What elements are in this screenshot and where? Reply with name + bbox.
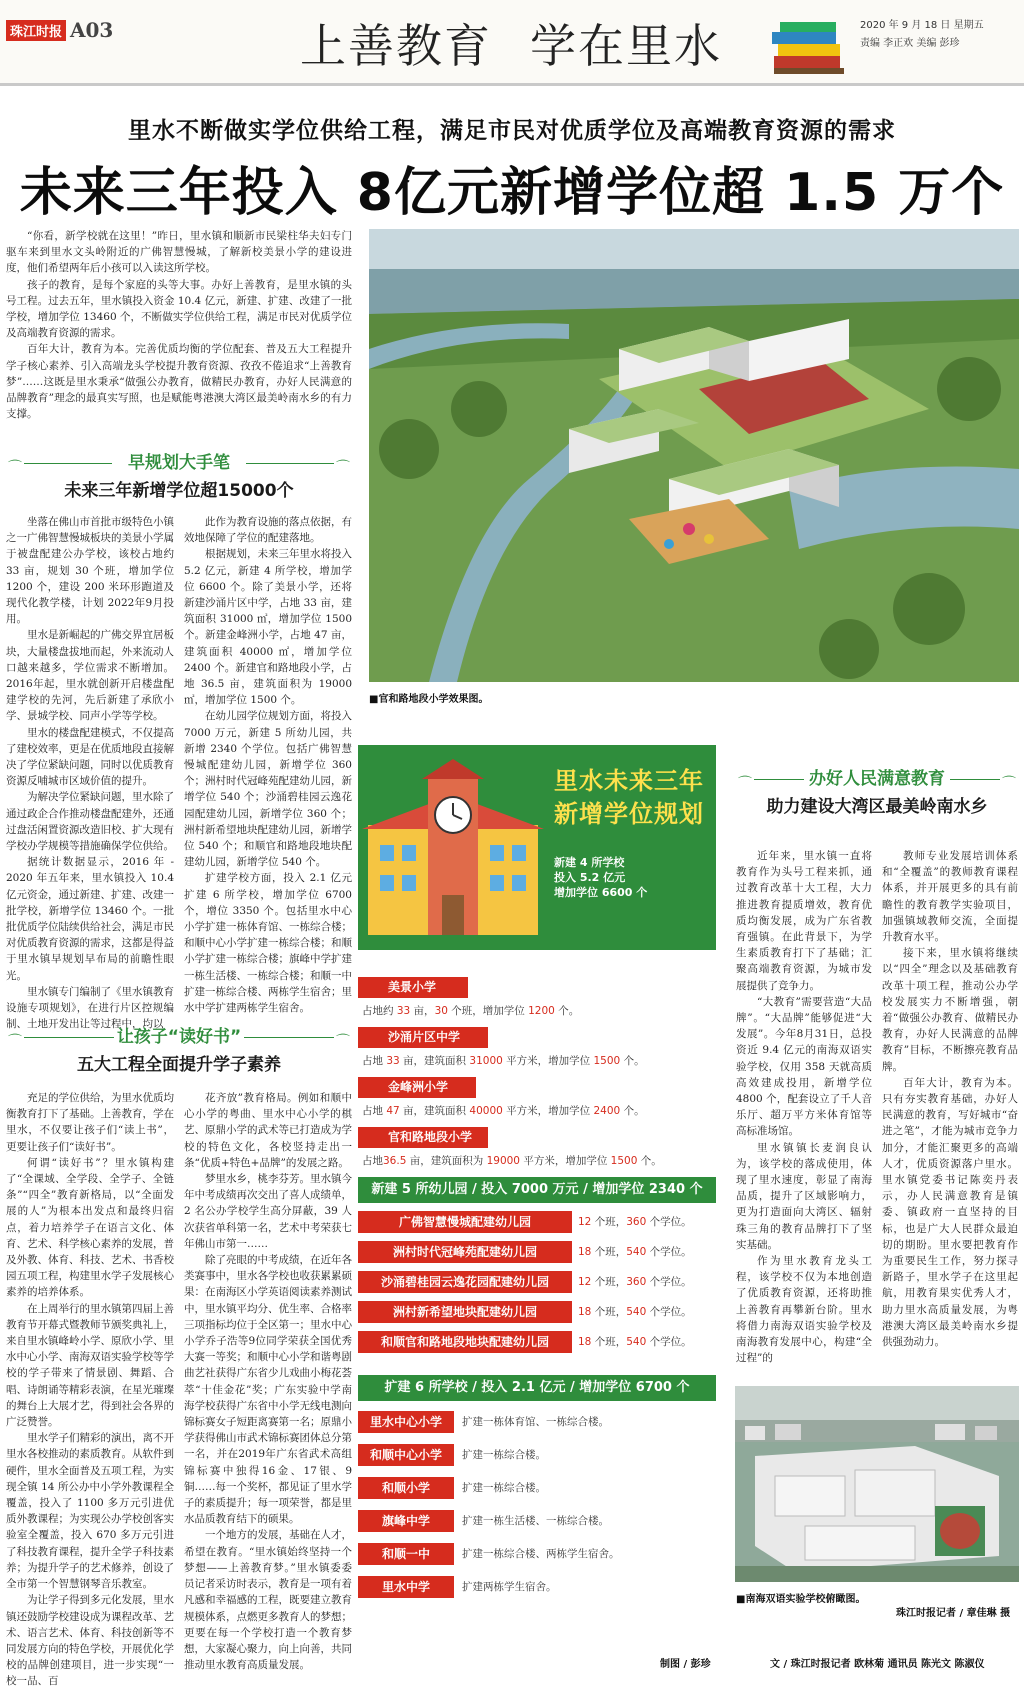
article-paragraph: 花齐放”教育格局。例如和顺中心小学的粤曲、里水中心小学的棋艺、原鼎小学的武术等已打造成为学校的特色文化，各校竖持走出一条“优质+特色+品牌”的发展之路。 [184,1092,352,1169]
section-subtitle: 助力建设大湾区最美岭南水乡 [766,797,988,817]
heading-rule-left [24,1037,114,1038]
section-subtitle: 未来三年新增学位超15000个 [64,481,294,501]
expansion-row [358,1510,716,1532]
expansion-school-name: 里水中心小学 [358,1411,454,1433]
article-paragraph: 百年大计，教育为本。只有夯实教育基础，办好人民满意的教育，写好城市“奋进之笔”，才能为城市竞争力加分，才能汇聚更多的高端人才，优质资源落户里水。里水镇党委书记陈奕丹表示，办人民满意教育是镇委、镇政府一直坚持的目标，也是广大人民群众最迫切的期盼。里水要把教育作为重要民生工作，努力探寻新路子，里水学子在这里起航，用教育果实优秀人才，助力里水高质量发展，为粤港澳大湾区最美岭南水乡提供强劲动力。 [882,1076,1018,1349]
expansion-row [358,1477,716,1499]
section-heading-satisfaction [736,768,1018,824]
intro-paragraph: 百年大计，教育为本。完善优质均衡的学位配套、普及五大工程提升学子核心素养、引入高端龙头学校提升教育资源、孜孜不倦追求“上善教育梦”……这既是里水秉承“做强公办教育，做精民办教育，办好人民满意的品牌教育”理念的最真实写照，也是赋能粤港澳大湾区最美岭南水乡的有力支撑。 [6,343,352,421]
article-paragraph: 何谓“读好书”？里水镇构建了“全课域、全学段、全学子、全链条”“四全”教育新格局，以“全面发展的人”为根本出发点和最终归宿点，着力培养学子在语言文化、体育、艺术、科学核心素养的发展，普及外教、体育、科技、艺术、书香校园五项工程，构建里水学子发展核心素养的培养体系。 [6,1156,174,1299]
section1-column-a [6,514,174,1031]
plan-summary [554,855,647,900]
expansion-school-name: 里水中学 [358,1576,454,1598]
plan-title-line2: 新增学位规划 [554,800,704,828]
ornament-left: ⌒ [8,460,22,476]
new-school-label: 金峰洲小学 [358,1077,476,1098]
new-school-label: 美景小学 [358,977,468,998]
heading-rule-right [950,779,1000,780]
school-rendering-image [369,229,1019,682]
heading-rule-right [246,463,334,464]
summary-line: 投入 5.2 亿元 [554,871,626,884]
new-school-desc: 占地 47 亩，建筑面积 40000 平方米，增加学位 2400 个。 [362,1105,645,1117]
section-heading-planning [6,452,352,508]
kindergarten-row [358,1301,716,1323]
ornament-right: ⌒ [336,460,350,476]
campus-photo-caption-text: 南海双语实验学校俯瞰图。 [745,1594,866,1605]
expansion-row [358,1543,716,1565]
plan-title-line1: 里水未来三年 [554,767,704,795]
expansion-school-name: 和顺小学 [358,1477,454,1499]
enrollment-plan-infographic [358,745,716,1675]
new-school-label: 官和路地段小学 [358,1127,488,1148]
section-title: 早规划大手笔 [128,453,230,473]
section3-column-b [882,848,1018,1368]
banner-title-right: 学在里水 [530,19,722,73]
article-paragraph: 作为里水教育龙头工程，该学校不仅为本地创造了优质教育资源，还将助推上善教育再攀新台阶。里水将借力南海双语实验学校及南海教育发展中心，构建“全过程”的 [736,1255,872,1365]
kicker-headline: 里水不断做实学位供给工程，满足市民对优质学位及高端教育资源的需求 [128,118,896,144]
article-paragraph: 为解决学位紧缺问题，里水除了通过政企合作推动楼盘配建外，还通过盘活闲置资源改造旧校、扩大现有学校办学规模等措施确保学位供给。 [6,791,174,853]
rendering-caption: ■官和路地段小学效果图。 [369,694,489,705]
intro-paragraph: “你看，新学校就在这里！”昨日，里水镇和顺新市民梁柱华夫妇专门驱车来到里水文头岭附近的广佛智慧慢城，了解新校美景小学的建设进度，他们希望两年后小孩可以入读这所学校。 [6,230,352,275]
newspaper-tag: 珠江时报 [6,20,66,41]
photo-credit: 珠江时报记者 / 章佳琳 摄 [896,1608,1011,1619]
kindergarten-desc: 12 个班，360 个学位。 [578,1216,692,1228]
section-heading-reading [6,1026,352,1082]
article-paragraph: 在幼儿园学位规划方面，将投入 7000 万元，新建 5 所幼儿园，共新增 2340 个学位。包括广佛智慧慢城配建幼儿园，新增学位 360 个；洲村时代冠峰苑配建幼儿园，新增学位 540 个；沙涌碧桂园云逸花园配建幼儿园，新增学位 360 个；洲村新希望地块配建幼儿园，新增学位 540 个；和顺官和路地段地块配建幼儿园，新增学位 540 个。 [184,710,352,869]
ornament-right: ⌒ [1002,776,1016,792]
expansion-desc: 扩建一栋生活楼、一栋综合楼。 [462,1515,609,1527]
expansion-desc: 扩建一栋综合楼。 [462,1449,546,1461]
kindergarten-row [358,1241,716,1263]
editor-credits: 责编 李正欢 美编 彭珍 [860,38,960,49]
new-school-desc: 占地约 33 亩，30 个班，增加学位 1200 个。 [362,1005,580,1017]
section-title: 办好人民满意教育 [809,769,945,789]
expansion-row [358,1444,716,1466]
kindergarten-name: 洲村新希望地块配建幼儿园 [358,1301,572,1323]
school-building-illustration [358,755,548,945]
page-number: A03 [70,18,114,42]
article-paragraph: 教师专业发展培训体系和“全覆盖”的教师教育课程体系，并开展更多的具有前瞻性的教育教学实验项目，加强镇域教师交流，全面提升教育水平。 [882,850,1018,944]
kindergarten-row [358,1331,716,1353]
article-paragraph: 里水是新崛起的广佛交界宜居板块，大量楼盘拔地而起，外来流动人口越来越多，学位需求不断增加。2016年起，里水就创新开启楼盘配建学校的先河，先后新建了承欣小学、景城学校、同声小学等学校。 [6,629,174,723]
article-paragraph: 此作为教育设施的落点依据，有效地保障了学位的配建落地。 [184,516,352,545]
section2-column-a [6,1090,174,1688]
ornament-left: ⌒ [738,776,752,792]
article-paragraph: 里水的楼盘配建模式，不仅提高了建校效率，更是在优质地段直接解决了学位紧缺问题，同时以优质教育资源反哺城市区域价值的提升。 [6,726,174,788]
article-paragraph: 近年来，里水镇一直将教育作为头号工程来抓，通过教育改革十大工程，大力推进教育提质增效，教育优质均衡发展，成为广东省教育强镇。在此背景下，为学生素质教育打下了基础；汇聚高端教育资源，为城市发展提供了竞争力。 [736,850,872,992]
section-subtitle: 五大工程全面提升学子素养 [77,1055,281,1075]
kindergarten-desc: 12 个班，360 个学位。 [578,1276,692,1288]
books-icon [770,20,850,76]
expansion-row [358,1411,716,1433]
main-headline: 未来三年投入 8亿元新增学位超 1.5 万个 [19,163,1005,223]
campus-photo-caption: ■南海双语实验学校俯瞰图。 [736,1594,866,1605]
rendering-caption-text: 官和路地段小学效果图。 [378,694,489,705]
expansion-desc: 扩建一栋综合楼。 [462,1482,546,1494]
kindergarten-desc: 18 个班，540 个学位。 [578,1336,692,1348]
article-paragraph: “大教育”需要营造“大品牌”。“大品牌”能够促进“大发展”。今年8月31日，总投资近 9.4 亿元的南海双语实验学校，仅用 358 天就高质高效建成投用，新增学位 4800 个，配套设立了千人音乐厅、超万平方米体育馆等高标准场馆。 [736,995,872,1138]
article-paragraph: 接下来，里水镇将继续以“四全”理念以及基础教育改革十项工程，推动公办学校发展实力不断增强，朝着“做强公办教育、做精民办教育，办好人民满意的品牌教育”目标，不断擦亮教育品牌。 [882,947,1018,1073]
expansion-school-name: 和顺一中 [358,1543,454,1565]
article-paragraph: 扩建学校方面，投入 2.1 亿元扩建 6 所学校，增加学位 6700 个，增位 3350 个。包括里水中心小学扩建一栋体育馆、一栋综合楼；和顺中心小学扩建一栋综合楼；和顺小学扩建一栋综合楼；旗峰中学扩建一栋生活楼、一栋综合楼；和顺一中扩建一栋综合楼、两栋学生宿舍；里水中学扩建两栋学生宿舍。 [184,872,352,1015]
article-byline: 文 / 珠江时报记者 欧林菊 通讯员 陈光文 陈淑仪 [770,1659,985,1670]
heading-rule-left [754,779,804,780]
article-paragraph: 根据规划，未来三年里水将投入 5.2 亿元，新建 4 所学校，增加学位 6600 个。除了美景小学，还将新建沙涌片区中学，占地 33 亩，建筑面积 31000 ㎡，增加学位 1500 个。新建金峰洲小学，占地 47 亩，建筑面积 40000 ㎡，增加学位 2400 个。新建官和路地段小学，占地 36.5 亩，建筑面积为 19000 ㎡，增加学位 1500 个。 [184,548,352,707]
kindergarten-desc: 18 个班，540 个学位。 [578,1246,692,1258]
plan-header-panel [358,745,716,950]
article-paragraph: 据统计数据显示，2016 年 - 2020 年五年来，里水镇投入 10.4 亿元资金，通过新建、扩建、改建一批学校，新增学位 13460 个。一批批优质学位陆续供给社会，满足市民对优质教育资源的需求，这都是得益于里水镇早规划早布局的前瞻性眼光。 [6,856,174,982]
section3-column-a [736,848,872,1368]
new-school-desc: 占地36.5 亩，建筑面积为 19000 平方米，增加学位 1500 个。 [362,1155,662,1167]
heading-rule-left [24,463,112,464]
summary-line: 增加学位 6600 个 [554,886,648,899]
article-paragraph: 坐落在佛山市首批市级特色小镇之一广佛智慧慢城板块的美景小学属于被盘配建公办学校，该校占地约 33 亩，规划 30 个班，增加学位 1200 个，建设 200 米环形跑道及现代化教学楼，计划 2022年9月投用。 [6,516,174,626]
section-title: 让孩子“读好书” [116,1027,242,1047]
page-banner-title [300,10,722,76]
expansion-desc: 扩建一栋综合楼、两栋学生宿舍。 [462,1548,620,1560]
kindergarten-name: 广佛智慧慢城配建幼儿园 [358,1211,572,1233]
expansion-school-name: 和顺中心小学 [358,1444,454,1466]
expansion-group-header: 扩建 6 所学校 / 投入 2.1 亿元 / 增加学位 6700 个 [358,1375,716,1401]
masthead [0,0,1024,86]
kindergarten-name: 沙涌碧桂园云逸花园配建幼儿园 [358,1271,572,1293]
summary-line: 新建 4 所学校 [554,856,625,869]
article-paragraph: 除了亮眼的中考成绩，在近年各类赛事中，里水各学校也收获累累硕果：在南海区小学英语阅读素养测试中，里水镇平均分、优生率、合格率三项指标均位于全区第一；里水中心小学乔子浩等9位同学荣获全国优秀大赛一等奖；和顺中心小学和谐粤剧曲艺社获得广东省少儿戏曲小梅花荟萃“十佳金花”奖；广东实验中学南海学校获得广东省中小学无线电测向锦标赛女子短距离赛第一名；原鼎小学获得佛山市武术锦标赛团体总分第一名，并在2019年广东省武术高组锦标赛中独得16金、17银、9铜……每一个奖杯，都见证了里水学子的素质提升；每一项荣誉，都是里水品质教育结下的硕果。 [184,1254,352,1526]
kindergarten-name: 洲村时代冠峰苑配建幼儿园 [358,1241,572,1263]
article-paragraph: 里水镇专门编制了《里水镇教育设施专项规划》，在进行片区控规编制、土地开发出让等过程中，均以 [6,985,174,1031]
article-paragraph: 充足的学位供给，为里水优质均衡教育打下了基础。上善教育，学在里水，不仅要让孩子们“读上书”，更要让孩子们“读好书”。 [6,1092,174,1153]
expansion-desc: 扩建两栋学生宿舍。 [462,1581,557,1593]
kindergarten-desc: 18 个班，540 个学位。 [578,1306,692,1318]
expansion-school-name: 旗峰中学 [358,1510,454,1532]
section1-column-b [184,514,352,1015]
heading-rule-right [244,1037,334,1038]
expansion-desc: 扩建一栋体育馆、一栋综合楼。 [462,1416,609,1428]
new-school-desc: 占地 33 亩，建筑面积 31000 平方米，增加学位 1500 个。 [362,1055,645,1067]
kindergarten-row [358,1211,716,1233]
article-paragraph: 梦里水乡，桃李芬芳。里水镇今年中考成绩再次交出了喜人成绩单，2 名公办学校学生高分屏蔽，39 人次获省单科第一名，艺术中考荣获七年佛山市第一…… [184,1173,352,1250]
new-school-label: 沙涌片区中学 [358,1027,488,1048]
article-paragraph: 在上周举行的里水镇第四届上善教育节开幕式暨教师节颁奖典礼上，来自里水镇峰岭小学、原欣小学、里水中心小学、南海双语实验学校等学校的学子带来了情景剧、舞蹈、合唱、诗朗诵等精彩表演，在星光璀璨的舞台上大展才艺，得到社会各界的广泛赞誉。 [6,1302,174,1429]
banner-title-left: 上善教育 [300,19,492,73]
kindergarten-group-header: 新建 5 所幼儿园 / 投入 7000 万元 / 增加学位 2340 个 [358,1177,716,1203]
intro-text [6,228,352,421]
plan-title [554,765,704,831]
section2-column-b [184,1090,352,1676]
kindergarten-name: 和顺官和路地段地块配建幼儿园 [358,1331,572,1353]
article-paragraph: 为让学子得到多元化发展，里水镇还鼓励学校建设成为课程改革、艺术、语言艺术、体育、科技创新等不同发展方向的特色学校，开展优化学校的品牌创建项目，进一步实现“一校一品、百 [6,1594,174,1688]
ornament-right: ⌒ [336,1034,350,1050]
article-paragraph: 里水镇镇长麦润良认为，该学校的落成使用，体现了里水速度，彰显了南海品质，提升了区域影响力，更为打造面向大湾区、辐射珠三角的教育品牌打下了坚实基础。 [736,1141,872,1251]
issue-date: 2020 年 9 月 18 日 星期五 [860,20,984,31]
article-paragraph: 一个地方的发展，基础在人才，希望在教育。“里水镇始终坚持一个梦想——上善教育梦。”里水镇委委员记者采访时表示，教育是一项有着凡感和幸福感的工程，既要建立教育规模体系，点燃更多教育人的梦想；更要在每一个学校打造一个教育梦想，大家凝心聚力，向上向善，共同推动里水教育高质量发展。 [184,1529,352,1672]
kindergarten-row [358,1271,716,1293]
ornament-left: ⌒ [8,1034,22,1050]
infographic-credit: 制图 / 彭珍 [660,1659,711,1670]
article-paragraph: 里水学子们精彩的演出，离不开里水各校推动的素质教育。从软件到硬件，里水全面普及五项工程，为实现全镇 14 所公办中小学外教课程全覆盖，投入了 1100 多万元引进优质外教课程；为实现公办学校创客实验室全覆盖，投入 670 多万元引进了科技教育课程，提升全学子科技素养；为提升学子的艺术修养，创设了全市第一个智慧钢琴音乐教室。 [6,1432,174,1591]
campus-aerial-photo [735,1386,1019,1582]
intro-paragraph: 孩子的教育，是每个家庭的头等大事。办好上善教育，是里水镇的头号工程。过去五年，里水镇投入资金 10.4 亿元，新建、扩建、改建了一批学校，增加学位 13460 个，不断做实学位供给工程，满足市民对优质学位及高端教育资源的需求。 [6,278,352,340]
expansion-row [358,1576,716,1598]
